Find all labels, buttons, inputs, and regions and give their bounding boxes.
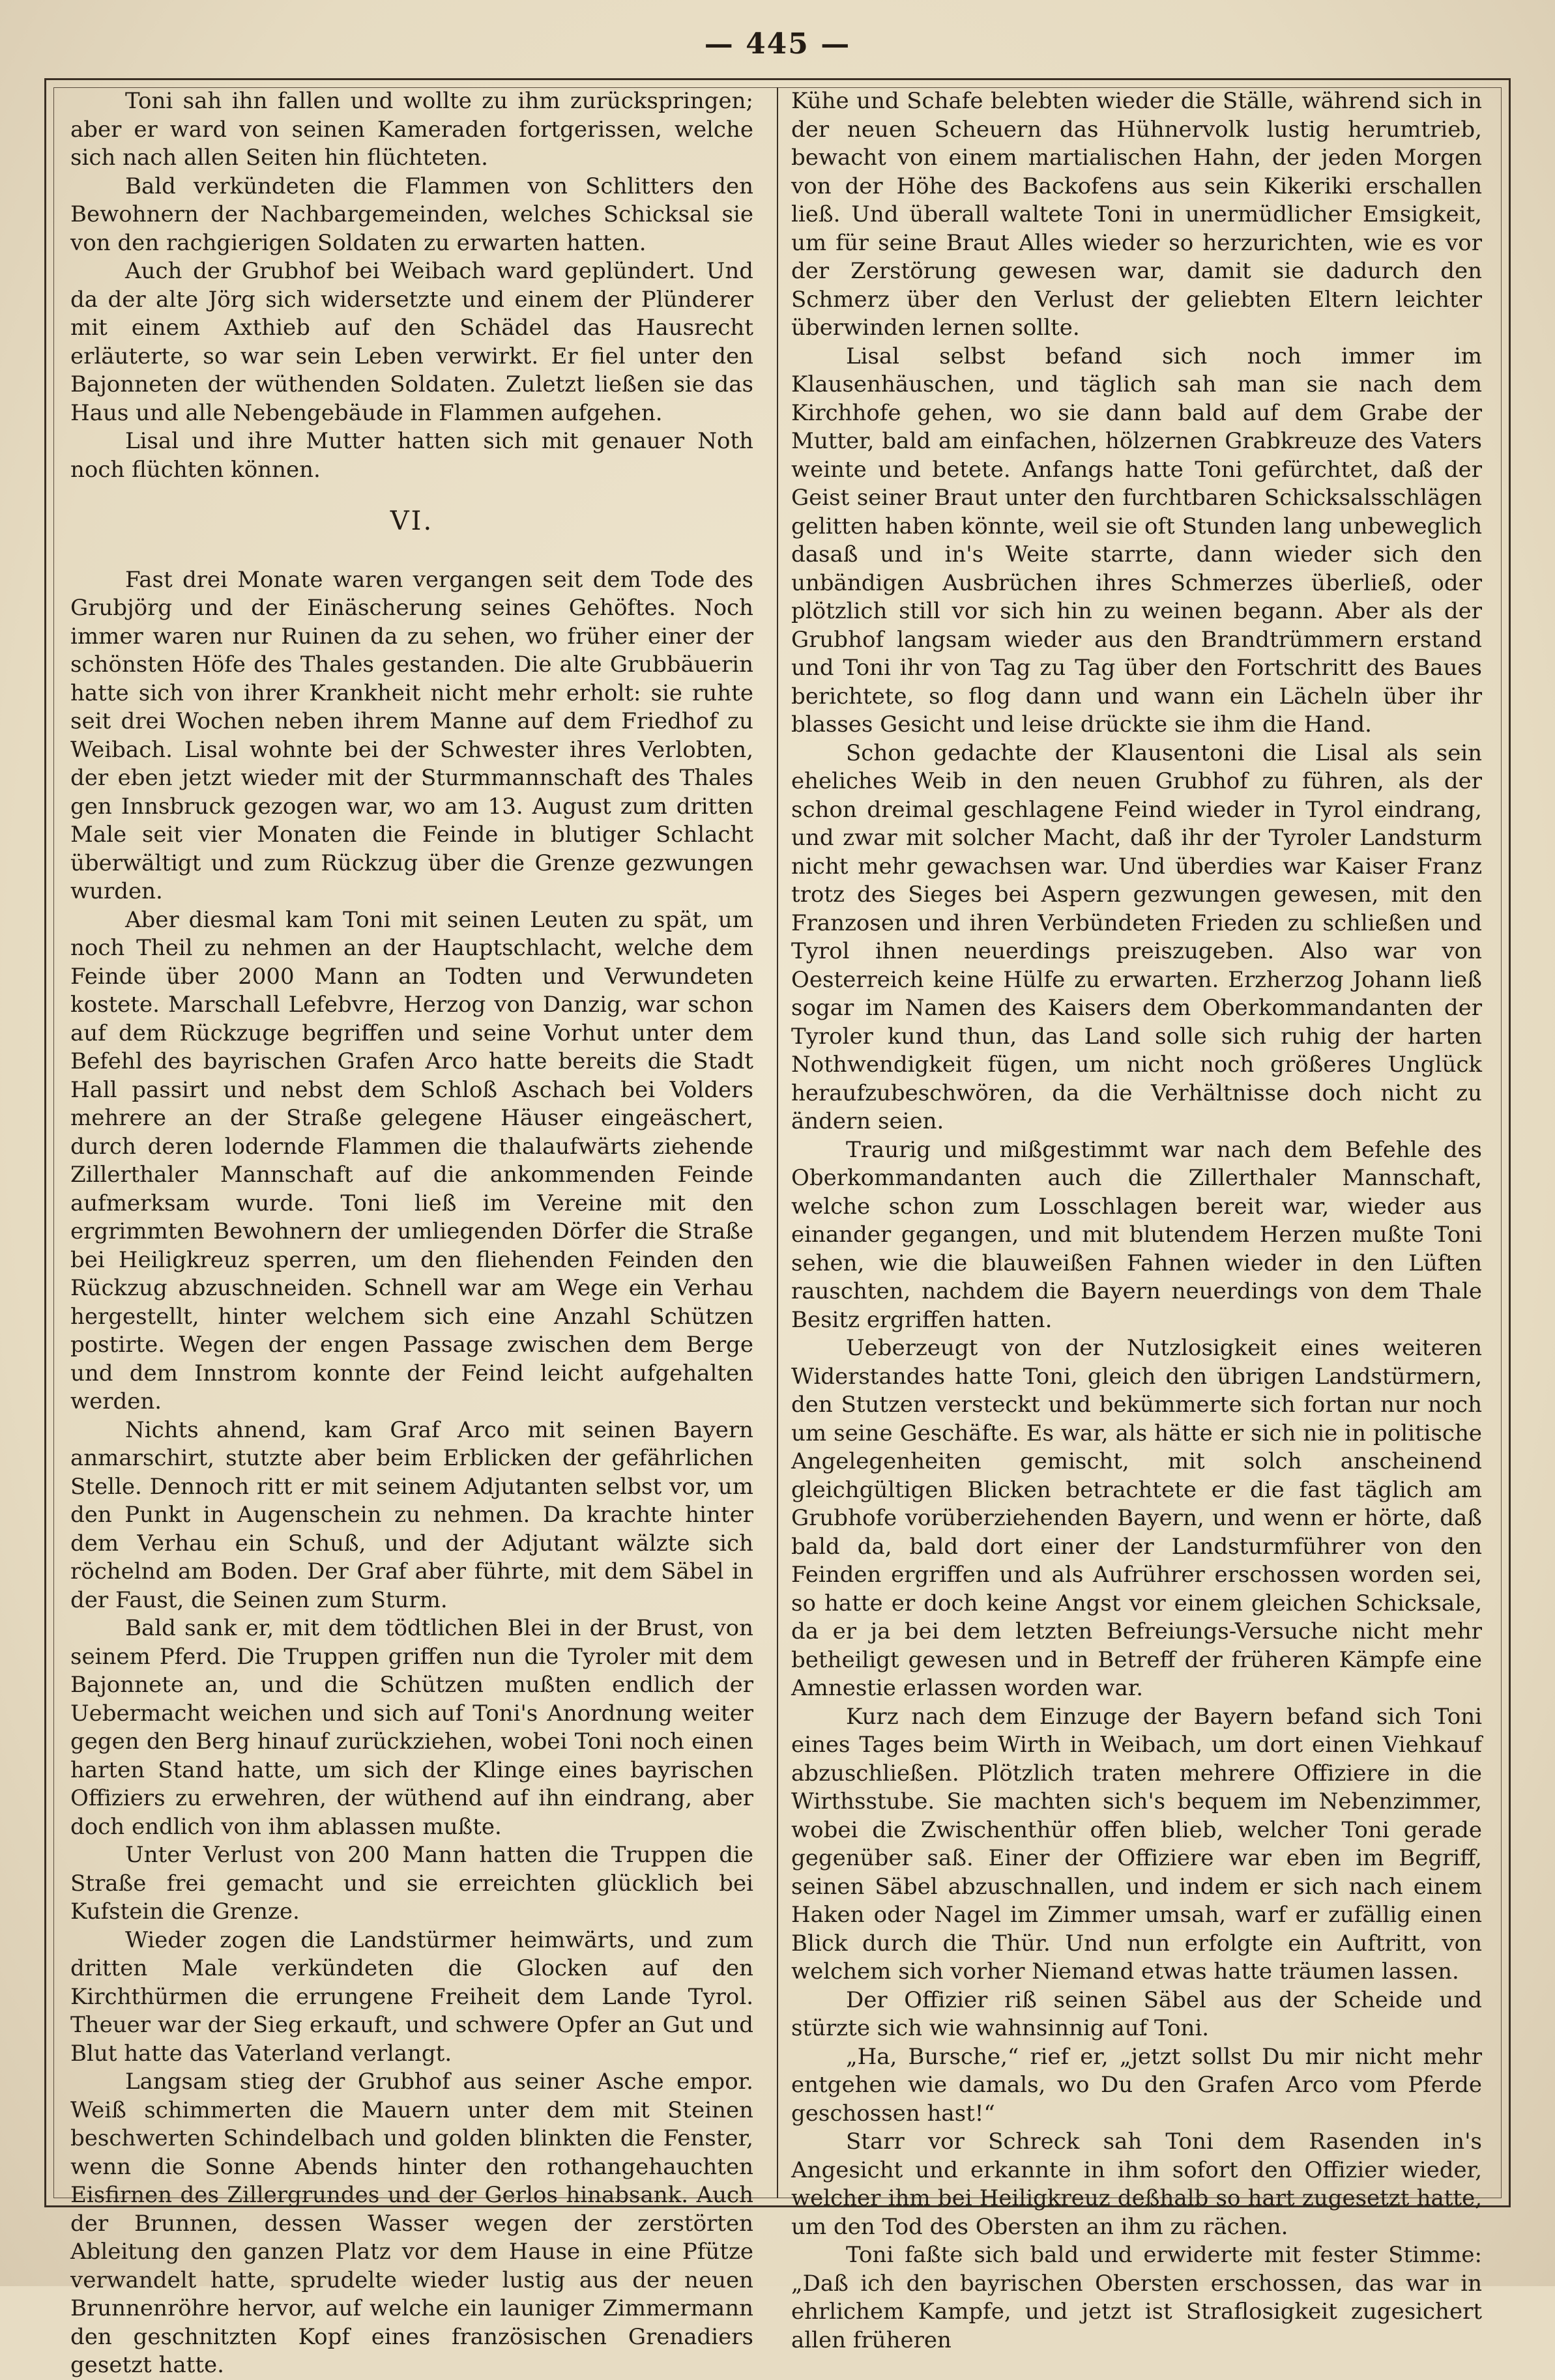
paragraph: Schon gedachte der Klausentoni die Lisal als sein eheliches Weib in den neuen Grubhof zu führen, als der schon dreimal geschlagene Feind wieder in Tyrol eindrang, und zwar mit solcher Macht, daß ihr der Tyroler Landsturm nicht mehr gewachsen war. Und überdies war Kaiser Franz trotz des Sieges bei Aspern gezwungen gewesen, mit den Franzosen und ihren Verbündeten Frieden zu schließen und Tyrol ihnen neuerdings preiszugeben. Also war von Oesterreich keine Hülfe zu erwarten. Erzherzog Johann ließ sogar im Namen des Kaisers dem Oberkommandanten der Tyroler kund thun, das Land solle sich ruhig der harten Nothwendigkeit fügen, um nicht noch größeres Unglück heraufzubeschwören, da die Verhältnisse doch nicht zu ändern seien. [791,739,1482,1134]
paragraph: Der Offizier riß seinen Säbel aus der Scheide und stürzte sich wie wahnsinnig auf Toni. [791,1986,1482,2041]
paragraph: Wieder zogen die Landstürmer heimwärts, und zum dritten Male verkündeten die Glocken auf den Kirchthürmen die errungene Freiheit dem Lande Tyrol. Theuer war der Sieg erkauft, und schwere Opfer an Gut und Blut hatte das Vaterland verlangt. [70,1927,753,2067]
left-column [70,87,753,2378]
paragraph: „Ha, Bursche,“ rief er, „jetzt sollst Du mir nicht mehr entgehen wie damals, wo Du den Grafen Arco vom Pferde geschossen hast!“ [791,2043,1482,2127]
paragraph: Nichts ahnend, kam Graf Arco mit seinen Bayern anmarschirt, stutzte aber beim Erblicken der gefährlichen Stelle. Dennoch ritt er mit seinem Adjutanten selbst vor, um den Punkt in Augenschein zu nehmen. Da krachte hinter dem Verhau ein Schuß, und der Adjutant wälzte sich röchelnd am Boden. Der Graf aber führte, mit dem Säbel in der Faust, die Seinen zum Sturm. [70,1416,753,1613]
paragraph-continued: Kühe und Schafe belebten wieder die Ställe, während sich in der neuen Scheuern das Hühnervolk lustig herumtrieb, bewacht von einem martialischen Hahn, der jeden Morgen von der Höhe des Backofens aus sein Kikeriki erschallen ließ. Und überall waltete Toni in unermüdlicher Emsigkeit, um für seine Braut Alles wieder so herzurichten, wie es vor der Zerstörung gewesen war, damit sie dadurch den Schmerz über den Verlust der geliebten Eltern leichter überwinden lernen sollte. [791,88,1482,341]
page-number: — 445 — [704,27,851,61]
paragraph: Bald verkündeten die Flammen von Schlitters den Bewohnern der Nachbargemeinden, welches Schicksal sie von den rachgierigen Soldaten zu erwarten hatten. [70,173,753,256]
paragraph: Bald sank er, mit dem tödtlichen Blei in der Brust, von seinem Pferd. Die Truppen griffen nun die Tyroler mit dem Bajonnete an, und die Schützen mußten endlich der Uebermacht weichen und sich auf Toni's Anordnung weiter gegen den Berg hinauf zurückziehen, wobei Toni noch einen harten Stand hatte, um sich der Klinge eines bayrischen Offiziers zu erwehren, der wüthend auf ihn eindrang, aber doch endlich von ihm ablassen mußte. [70,1615,753,1840]
paragraph: Langsam stieg der Grubhof aus seiner Asche empor. Weiß schimmerten die Mauern unter dem mit Steinen beschwerten Schindelbach und golden blinkten die Fenster, wenn die Sonne Abends hinter den rothangehauchten Eisfirnen des Zillergrundes und der Gerlos hinabsank. Auch der Brunnen, dessen Wasser wegen der zerstörten Ableitung den ganzen Platz vor dem Hause in eine Pfütze verwandelt hatte, sprudelte wieder lustig aus der neuen Brunnenröhre hervor, auf welche ein launiger Zimmermann den geschnitzten Kopf eines französischen Grenadiers gesetzt hatte. [70,2069,753,2378]
paragraph: Toni sah ihn fallen und wollte zu ihm zurückspringen; aber er ward von seinen Kameraden fortgerissen, welche sich nach allen Seiten hin flüchteten. [70,88,753,171]
paragraph: Toni faßte sich bald und erwiderte mit fester Stimme: „Daß ich den bayrischen Obersten erschossen, das war in ehrlichem Kampfe, und jetzt ist Straflosigkeit zugesichert allen früheren [791,2242,1482,2353]
paragraph: Unter Verlust von 200 Mann hatten die Truppen die Straße frei gemacht und sie erreichten glücklich bei Kufstein die Grenze. [70,1842,753,1925]
paragraph: Traurig und mißgestimmt war nach dem Befehle des Oberkommandanten auch die Zillerthaler Mannschaft, welche schon zum Losschlagen bereit war, wieder aus einander gegangen, und mit blutendem Herzen mußte Toni sehen, wie die blauweißen Fahnen wieder in den Lüften rauschten, nachdem die Bayern neuerdings von dem Thale Besitz ergriffen hatten. [791,1136,1482,1333]
paragraph: Kurz nach dem Einzuge der Bayern befand sich Toni eines Tages beim Wirth in Weibach, um dort einen Viehkauf abzuschließen. Plötzlich traten mehrere Offiziere in die Wirthsstube. Sie machten sich's bequem im Nebenzimmer, wobei die Zwischenthür offen blieb, welcher Toni gerade gegenüber saß. Einer der Offiziere war eben im Begriff, seinen Säbel abzuschnallen, und indem er sich nach einem Haken oder Nagel im Zimmer umsah, warf er zufällig einen Blick durch die Thür. Und nun erfolgte ein Auftritt, von welchem sich vorher Niemand etwas hatte träumen lassen. [791,1703,1482,1985]
section-heading: VI. [390,506,434,536]
paragraph: Ueberzeugt von der Nutzlosigkeit eines weiteren Widerstandes hatte Toni, gleich den übrigen Landstürmern, den Stutzen versteckt und bekümmerte sich fortan nur noch um seine Geschäfte. Es war, als hätte er sich nie in politische Angelegenheiten gemischt, mit solch anscheinend gleichgültigen Blicken betrachtete er die fast täglich am Grubhofe vorüberziehenden Bayern, und wenn er hörte, daß bald da, bald dort einer der Landsturmführer von den Feinden ergriffen und als Aufrührer erschossen worden sei, so hatte er doch keine Angst vor einem gleichen Schicksale, da er ja bei dem letzten Befreiungs-Versuche nicht mehr betheiligt gewesen und in Betreff der früheren Kämpfe eine Amnestie erlassen worden war. [791,1335,1482,1701]
paragraph: Auch der Grubhof bei Weibach ward geplündert. Und da der alte Jörg sich widersetzte und einem der Plünderer mit einem Axthieb auf den Schädel das Hausrecht erläuterte, so war sein Leben verwirkt. Er fiel unter den Bajonneten der wüthenden Soldaten. Zuletzt ließen sie das Haus und alle Nebengebäude in Flammen aufgehen. [70,258,753,426]
right-column [791,87,1482,2353]
column-divider [777,87,778,2198]
paragraph: Lisal selbst befand sich noch immer im Klausenhäuschen, und täglich sah man sie nach dem Kirchhofe gehen, wo sie dann bald auf dem Grabe der Mutter, bald am einfachen, hölzernen Grabkreuze des Vaters weinte und betete. Anfangs hatte Toni gefürchtet, daß der Geist seiner Braut unter den furchtbaren Schicksalsschlägen gelitten haben könnte, weil sie oft Stunden lang unbeweglich dasaß und in's Weite starrte, dann wieder sich den unbändigen Ausbrüchen ihres Schmerzes überließ, oder plötzlich still vor sich hin zu weinen begann. Aber als der Grubhof langsam wieder aus den Brandtrümmern erstand und Toni ihr von Tag zu Tag über den Fortschritt des Baues berichtete, so flog dann und wann ein Lächeln über ihr blasses Gesicht und leise drückte sie ihm die Hand. [791,343,1482,738]
paragraph: Fast drei Monate waren vergangen seit dem Tode des Grubjörg und der Einäscherung seines Gehöftes. Noch immer waren nur Ruinen da zu sehen, wo früher einer der schönsten Höfe des Thales gestanden. Die alte Grubbäuerin hatte sich von ihrer Krankheit nicht mehr erholt: sie ruhte seit drei Wochen neben ihrem Manne auf dem Friedhof zu Weibach. Lisal wohnte bei der Schwester ihres Verlobten, der eben jetzt wieder mit der Sturmmannschaft des Thales gen Innsbruck gezogen war, wo am 13. August zum dritten Male seit vier Monaten die Feinde in blutiger Schlacht überwältigt und zum Rückzug über die Grenze gezwungen wurden. [70,566,753,904]
paragraph: Starr vor Schreck sah Toni dem Rasenden in's Angesicht und erkannte in ihm sofort den Offizier wieder, welcher ihm bei Heiligkreuz deßhalb so hart zugesetzt hatte, um den Tod des Obersten an ihm zu rächen. [791,2129,1482,2240]
paragraph: Lisal und ihre Mutter hatten sich mit genauer Noth noch flüchten können. [70,428,753,483]
paragraph: Aber diesmal kam Toni mit seinen Leuten zu spät, um noch Theil zu nehmen an der Hauptschlacht, welche dem Feinde über 2000 Mann an Todten und Verwundeten kostete. Marschall Lefebvre, Herzog von Danzig, war schon auf dem Rückzuge begriffen und seine Vorhut unter dem Befehl des bayrischen Grafen Arco hatte bereits die Stadt Hall passirt und nebst dem Schloß Aschach bei Volders mehrere an der Straße gelegene Häuser eingeäschert, durch deren lodernde Flammen die thalaufwärts ziehende Zillerthaler Mannschaft auf die ankommenden Feinde aufmerksam wurde. Toni ließ im Vereine mit den ergrimmten Bewohnern der umliegenden Dörfer die Straße bei Heiligkreuz sperren, um den fliehenden Feinden den Rückzug abzuschneiden. Schnell war am Wege ein Verhau hergestellt, hinter welchem sich eine Anzahl Schützen postirte. Wegen der engen Passage zwischen dem Berge und dem Innstrom konnte der Feind leicht aufgehalten werden. [70,906,753,1414]
